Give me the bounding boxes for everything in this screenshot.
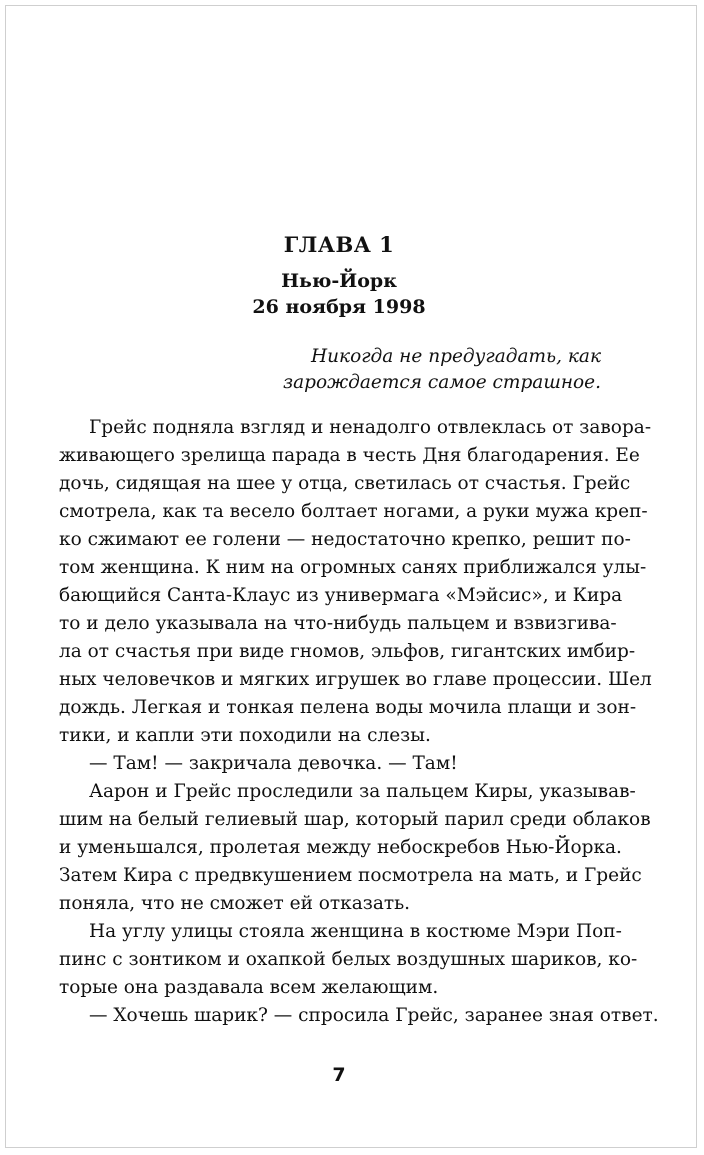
- text-line: тики, и капли эти походили на слезы.: [59, 725, 431, 746]
- text-line: Грейс подняла взгляд и ненадолго отвлеклась от завора-: [89, 417, 652, 438]
- text-line: и уменьшался, пролетая между небоскребов Нью-Йорка.: [59, 837, 622, 858]
- text-line: смотрела, как та весело болтает ногами, а руки мужа креп-: [59, 501, 648, 522]
- text-line: — Там! — закричала девочка. — Там!: [89, 753, 458, 774]
- epigraph-line: Никогда не предугадать, как: [310, 346, 601, 367]
- text-line: ных человечков и мягких игрушек во главе процессии. Шел: [59, 669, 652, 690]
- text-line: то и дело указывала на что-нибудь пальцем и взвизгива-: [59, 613, 617, 634]
- text-line: поняла, что не сможет ей отказать.: [59, 893, 411, 914]
- text-line: дочь, сидящая на шее у отца, светилась от счастья. Грейс: [59, 473, 631, 494]
- text-line: бающийся Санта-Клаус из универмага «Мэйсис», и Кира: [59, 585, 623, 606]
- text-line: торые она раздавала всем желающим.: [59, 977, 439, 998]
- epigraph-line: зарождается самое страшное.: [282, 372, 601, 393]
- body-text: [59, 414, 659, 1030]
- book-page: [5, 5, 697, 1148]
- text-line: пинс с зонтиком и охапкой белых воздушных шариков, ко-: [59, 949, 638, 970]
- text-line: На углу улицы стояла женщина в костюме Мэри Поп-: [89, 921, 622, 942]
- text-line: — Хочешь шарик? — спросила Грейс, заранее зная ответ.: [89, 1005, 659, 1026]
- page-number: 7: [332, 1064, 346, 1086]
- chapter-date: 26 ноября 1998: [252, 296, 426, 318]
- text-line: ко сжимают ее голени — недостаточно крепко, решит по-: [59, 529, 631, 550]
- text-line: живающего зрелища парада в честь Дня благодарения. Ее: [59, 445, 640, 466]
- chapter-place: Нью-Йорк: [281, 270, 397, 292]
- chapter-title: ГЛАВА 1: [283, 232, 395, 257]
- text-line: том женщина. К ним на огромных санях приближался улы-: [59, 557, 647, 578]
- text-line: Затем Кира с предвкушением посмотрела на мать, и Грейс: [59, 865, 642, 886]
- epigraph: [283, 344, 601, 396]
- text-line: дождь. Легкая и тонкая пелена воды мочила плащи и зон-: [59, 697, 637, 718]
- text-line: шим на белый гелиевый шар, который парил среди облаков: [59, 809, 651, 830]
- text-line: ла от счастья при виде гномов, эльфов, гигантских имбир-: [59, 641, 636, 662]
- text-line: Аарон и Грейс проследили за пальцем Киры, указывав-: [89, 781, 636, 802]
